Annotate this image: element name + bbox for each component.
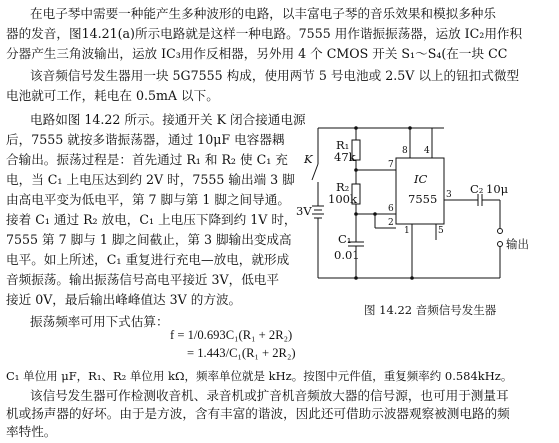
body-line-4: 电，当 C₁ 上电压达到约 2V 时，7555 输出端 3 脚	[6, 172, 295, 187]
label-r1-val: 47k	[334, 150, 356, 164]
label-pin8: 8	[402, 146, 408, 156]
label-pin3: 3	[446, 190, 452, 200]
formula-2: = 1.443/C₁(R₁ + 2R₂)	[187, 346, 296, 360]
intro-line-2: 器的发音，图14.21(a)所示电路就是这样一种电路。7555 用作谐振振荡器，运放 IC₂用作积	[6, 26, 523, 41]
formula-1: f = 1/0.693C₁(R₁ + 2R₂)	[170, 328, 293, 342]
after-line-2: 该信号发生器可作检测收音机、录音机或扩音机音频放大器的信号源，也可用于测量耳	[30, 388, 509, 403]
label-ic-part: 7555	[408, 192, 438, 206]
label-output: 输出	[506, 237, 529, 251]
after-line-1: C₁ 单位用 μF，R₁、R₂ 单位用 kΩ，频率单位就是 kHz。按图中元件值，重复频率约 0.584kHz。	[6, 369, 513, 383]
label-switch: K	[304, 152, 313, 166]
body-line-2: 后，7555 就按多谐振荡器，通过 10μF 电容器耦	[6, 132, 285, 147]
label-pin4: 4	[424, 146, 430, 156]
after-line-4: 率特性。	[6, 424, 57, 439]
label-pin7: 7	[388, 160, 394, 170]
label-c2-val: 10μ	[486, 182, 509, 196]
figure-caption: 图 14.22 音频信号发生器	[364, 303, 497, 317]
intro-line-5: 电池就可工作，耗电在 0.5mA 以下。	[6, 88, 219, 103]
after-line-3: 机或扬声器的好坏。由于是方波，含有丰富的谐波，因此还可借助示波器观察被测电路的频	[6, 406, 510, 421]
label-pin2: 2	[388, 218, 394, 228]
label-r2: R₂	[336, 180, 350, 194]
label-c1-val: 0.01	[334, 248, 360, 262]
label-pin5: 5	[438, 226, 444, 236]
body-line-5: 由高电平变为低电平，第 7 脚与第 1 脚之间导通。	[6, 192, 290, 207]
label-c1: C₁	[338, 232, 352, 246]
body-line-11: 振荡频率可用下式估算：	[30, 314, 169, 329]
label-r2-val: 100k	[328, 192, 357, 206]
intro-line-3: 分器产生三角波输出，运放 IC₃用作反相器，另外用 4 个 CMOS 开关 S₁～S₄(在一块 CC	[6, 46, 508, 61]
body-line-9: 音频振荡。输出振荡信号高电平接近 3V，低电平	[6, 272, 279, 287]
label-c2: C₂	[470, 182, 484, 196]
body-line-10: 接近 0V，最后输出峰峰值达 3V 的方波。	[6, 292, 242, 307]
body-line-6: 接着 C₁ 通过 R₂ 放电，C₁ 上电压下降到约 1V 时，	[6, 212, 297, 227]
intro-line-1: 在电子琴中需要一种能产生多种波形的电路，以丰富电子琴的音乐效果和模拟多种乐	[30, 6, 496, 21]
label-r1: R₁	[336, 138, 350, 152]
label-ic: IC	[414, 172, 428, 186]
body-line-7: 7555 第 7 脚与 1 脚之间截止，第 3 脚输出变成高	[6, 232, 292, 247]
body-line-3: 合输出。振荡过程是：首先通过 R₁ 和 R₂ 使 C₁ 充	[6, 152, 288, 167]
label-pin1: 1	[404, 226, 410, 236]
body-line-8: 电平。如上所述，C₁ 重复进行充电—放电，就形成	[6, 252, 290, 267]
label-supply: 3V	[296, 204, 312, 218]
intro-line-4: 该音频信号发生器用一块 5G7555 构成，使用两节 5 号电池或 2.5V 以上的钮扣式微型	[30, 68, 520, 83]
label-pin6: 6	[388, 204, 394, 214]
body-line-1: 电路如图 14.22 所示。接通开关 K 闭合接通电源	[30, 112, 306, 127]
